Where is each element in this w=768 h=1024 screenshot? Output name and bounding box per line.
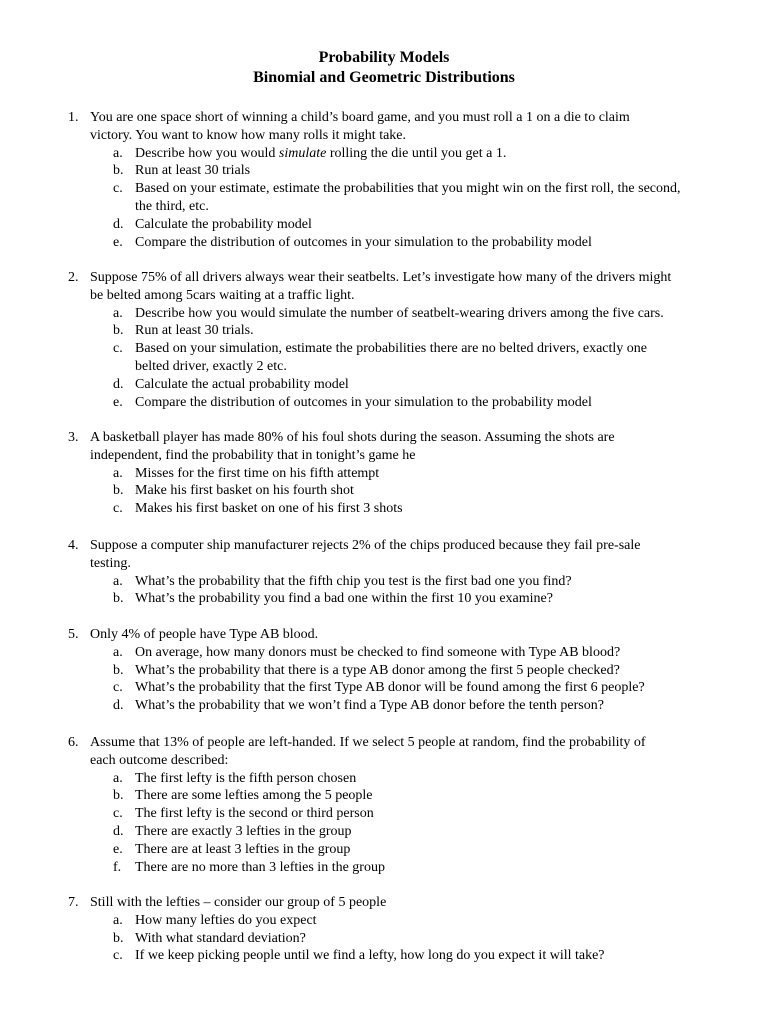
subquestion-text: There are exactly 3 lefties in the group: [135, 823, 352, 839]
subquestion-text: Compare the distribution of outcomes in your simulation to the probability model: [135, 234, 592, 250]
subquestion: [113, 376, 728, 394]
subquestion-text: There are no more than 3 lefties in the group: [135, 859, 385, 875]
subquestion: [113, 145, 728, 163]
question-number: 4.: [68, 538, 79, 553]
subquestion-letter: b.: [113, 483, 124, 499]
subquestion: [113, 859, 728, 877]
subquestion-list: [113, 770, 728, 877]
page-title: Probability Models: [318, 49, 450, 66]
subquestion-letter: b.: [113, 591, 124, 607]
subquestion-text-pre: Describe how you would: [135, 145, 279, 161]
page-subtitle: Binomial and Geometric Distributions: [253, 69, 515, 86]
subquestion-text: [135, 180, 728, 216]
subquestion-text: Describe how you would simulate the number of seatbelt-wearing drivers among the five cars.: [135, 305, 664, 321]
subquestion-text: What’s the probability that the first Type AB donor will be found among the first 6 people?: [135, 680, 645, 696]
question-text: [90, 537, 728, 573]
question-text-line: independent, find the probability that in tonight’s game he: [90, 447, 416, 463]
subquestion-letter: e.: [113, 394, 123, 410]
subquestion-letter: f.: [113, 859, 122, 875]
subquestion-text: Makes his first basket on one of his first 3 shots: [135, 501, 403, 517]
question-7: [68, 894, 728, 965]
subquestion: [113, 322, 728, 340]
subquestion-letter: e.: [113, 841, 123, 857]
subquestion-letter: b.: [113, 788, 124, 804]
subquestion-letter: a.: [113, 465, 123, 481]
subquestion-text: What’s the probability that we won’t find a Type AB donor before the tenth person?: [135, 698, 604, 714]
question-number: 7.: [68, 895, 79, 910]
subquestion: [113, 644, 728, 662]
question-text: [90, 109, 728, 145]
question-text-line: victory. You want to know how many rolls it might take.: [90, 127, 407, 143]
subquestion-list: [113, 465, 728, 518]
subquestion-text-line: Based on your estimate, estimate the probabilities that you might win on the first roll, the second,: [135, 181, 681, 197]
question-number: 1.: [68, 110, 79, 125]
subquestion-text: What’s the probability that there is a type AB donor among the first 5 people checked?: [135, 662, 620, 678]
subquestion-text: There are some lefties among the 5 people: [135, 788, 373, 804]
question-text: [90, 894, 728, 912]
subquestion-letter: b.: [113, 323, 124, 339]
subquestion-letter: c.: [113, 181, 123, 197]
subquestion-letter: b.: [113, 662, 124, 678]
subquestion-text: Run at least 30 trials.: [135, 323, 254, 339]
question-text-line: A basketball player has made 80% of his foul shots during the season. Assuming the shots are: [90, 430, 615, 445]
question-number: 6.: [68, 735, 79, 750]
subquestion-text: Calculate the probability model: [135, 216, 312, 232]
subquestion-text-post: rolling the die until you get a 1.: [326, 145, 507, 161]
subquestion-letter: c.: [113, 501, 123, 517]
question-text-line: Still with the lefties – consider our group of 5 people: [90, 895, 387, 910]
subquestion-list: [113, 145, 728, 252]
subquestion-letter: c.: [113, 806, 123, 822]
question-number: 2.: [68, 270, 79, 285]
subquestion: [113, 787, 728, 805]
question-text-line: be belted among 5cars waiting at a traffic light.: [90, 287, 355, 303]
subquestion-letter: c.: [113, 680, 123, 696]
subquestion-text: The first lefty is the fifth person chosen: [135, 770, 357, 786]
question-5: [68, 626, 728, 715]
question-text-line: Suppose 75% of all drivers always wear their seatbelts. Let’s investigate how many of the drivers might: [90, 270, 672, 285]
subquestion-list: [113, 573, 728, 609]
subquestion: [113, 465, 728, 483]
subquestion: [113, 500, 728, 518]
question-3: [68, 429, 728, 518]
subquestion: [113, 697, 728, 715]
subquestion-letter: d.: [113, 216, 124, 232]
question-text: [90, 429, 728, 465]
subquestion-letter: a.: [113, 770, 123, 786]
subquestion-text: The first lefty is the second or third person: [135, 806, 374, 822]
question-text: [90, 626, 728, 644]
subquestion-list: [113, 912, 728, 965]
subquestion-letter: d.: [113, 698, 124, 714]
subquestion: [113, 216, 728, 234]
subquestion: [113, 162, 728, 180]
subquestion-letter: a.: [113, 305, 123, 321]
subquestion: [113, 340, 728, 376]
subquestion-letter: a.: [113, 573, 123, 589]
subquestion: [113, 679, 728, 697]
subquestion: [113, 573, 728, 591]
subquestion-text: Run at least 30 trials: [135, 163, 251, 179]
subquestion: [113, 805, 728, 823]
subquestion-text-emphasis: simulate: [278, 145, 327, 161]
question-text-line: Suppose a computer ship manufacturer rejects 2% of the chips produced because they fail pre-sale: [90, 538, 641, 553]
question-2: [68, 269, 728, 411]
question-1: [68, 109, 728, 251]
subquestion-text: [135, 340, 728, 376]
subquestion: [113, 823, 728, 841]
subquestion-text: How many lefties do you expect: [135, 912, 317, 928]
question-4: [68, 537, 728, 608]
subquestion-letter: a.: [113, 644, 123, 660]
subquestion-text-line: belted driver, exactly 2 etc.: [135, 358, 287, 374]
subquestion-text: Misses for the first time on his fifth attempt: [135, 465, 380, 481]
subquestion: [113, 662, 728, 680]
question-6: [68, 734, 728, 876]
subquestion: [113, 841, 728, 859]
subquestion-letter: d.: [113, 376, 124, 392]
subquestion: [113, 912, 728, 930]
subquestion-letter: c.: [113, 341, 123, 357]
subquestion-letter: d.: [113, 823, 124, 839]
question-text-line: You are one space short of winning a child’s board game, and you must roll a 1 on a die to claim: [90, 110, 630, 125]
subquestion: [113, 930, 728, 948]
subquestion-letter: a.: [113, 912, 123, 928]
question-text-line: Only 4% of people have Type AB blood.: [90, 627, 319, 642]
subquestion: [113, 482, 728, 500]
subquestion-text: What’s the probability you find a bad one within the first 10 you examine?: [135, 591, 553, 607]
subquestion-text: There are at least 3 lefties in the group: [135, 841, 351, 857]
subquestion-text: Make his first basket on his fourth shot: [135, 483, 354, 499]
subquestion: [113, 770, 728, 788]
subquestion-letter: e.: [113, 234, 123, 250]
question-number: 3.: [68, 430, 79, 445]
subquestion: [113, 234, 728, 252]
subquestion: [113, 590, 728, 608]
subquestion-text: Calculate the actual probability model: [135, 376, 349, 392]
subquestion-letter: b.: [113, 163, 124, 179]
subquestion-list: [113, 305, 728, 412]
subquestion-text: What’s the probability that the fifth chip you test is the first bad one you find?: [135, 573, 572, 589]
question-text: [90, 734, 728, 770]
subquestion-text: Compare the distribution of outcomes in your simulation to the probability model: [135, 394, 592, 410]
question-text-line: each outcome described:: [90, 752, 229, 768]
subquestion: [113, 305, 728, 323]
subquestion-letter: b.: [113, 930, 124, 946]
subquestion-text: With what standard deviation?: [135, 930, 306, 946]
subquestion: [113, 394, 728, 412]
question-text: [90, 269, 728, 305]
question-number: 5.: [68, 627, 79, 642]
subquestion: [113, 180, 728, 216]
subquestion-text: On average, how many donors must be checked to find someone with Type AB blood?: [135, 644, 621, 660]
subquestion-letter: a.: [113, 145, 123, 161]
subquestion-text-line: the third, etc.: [135, 198, 209, 214]
subquestion-letter: c.: [113, 948, 123, 964]
subquestion: [113, 947, 728, 965]
subquestion-text: [135, 145, 728, 163]
question-text-line: testing.: [90, 555, 131, 571]
subquestion-list: [113, 644, 728, 715]
subquestion-text-line: Based on your simulation, estimate the probabilities there are no belted drivers, exactly one: [135, 341, 648, 357]
subquestion-text: If we keep picking people until we find a lefty, how long do you expect it will take?: [135, 948, 605, 964]
question-text-line: Assume that 13% of people are left-handed. If we select 5 people at random, find the probability of: [90, 735, 646, 750]
